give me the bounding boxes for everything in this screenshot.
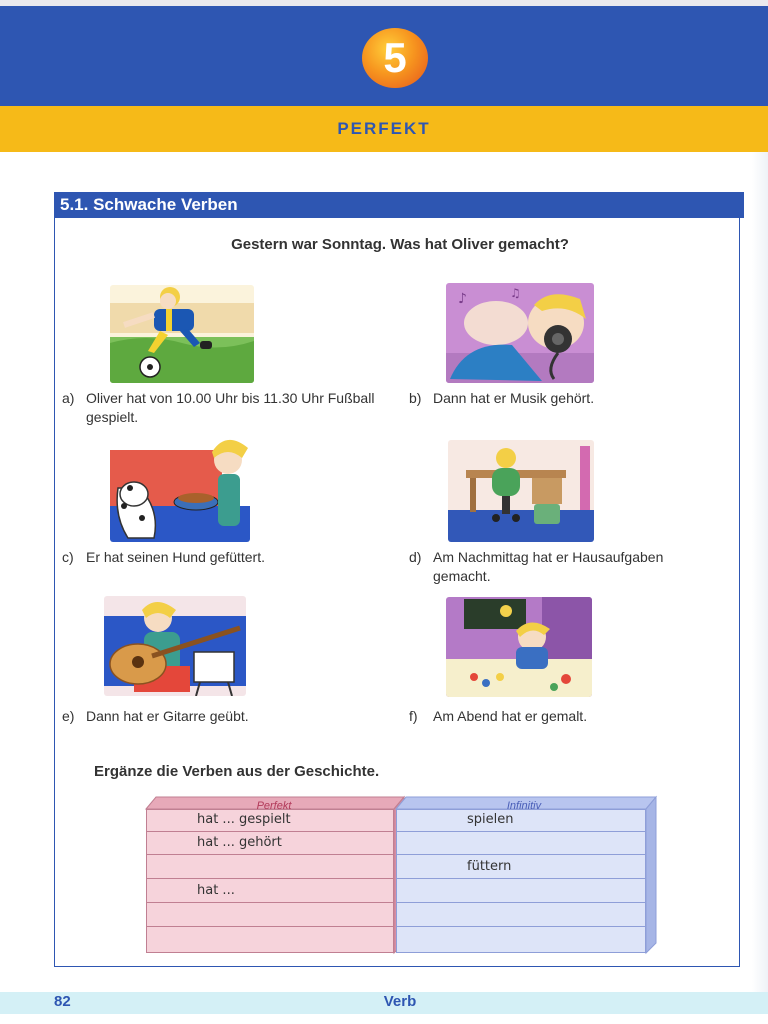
- item-f: [409, 707, 709, 727]
- homework-illustration: [448, 440, 594, 542]
- item-text: Dann hat er Gitarre geübt.: [86, 708, 249, 724]
- perfekt-row-5: [147, 905, 393, 927]
- chapter-number-badge: 5: [362, 28, 428, 88]
- dog-feeding-illustration: [110, 428, 250, 542]
- item-text: Am Abend hat er gemalt.: [433, 708, 588, 724]
- item-text: Er hat seinen Hund gefüttert.: [86, 549, 265, 565]
- infinitiv-row-6: [397, 929, 645, 951]
- section-header: [54, 192, 744, 218]
- painting-illustration: [446, 597, 592, 697]
- perfekt-cell: hat ... gespielt: [197, 812, 291, 827]
- perfekt-row-2: [147, 833, 393, 855]
- item-text: Am Nachmittag hat er Hausaufgaben gemacht.: [433, 549, 664, 584]
- item-letter: b): [409, 390, 422, 406]
- item-letter: a): [62, 390, 75, 406]
- item-c: [62, 548, 392, 568]
- music-illustration: [446, 283, 594, 383]
- exercise-instruction: Ergänze die Verben aus der Geschichte.: [94, 763, 380, 780]
- infinitiv-column: [396, 809, 646, 953]
- page-edge-shadow: [752, 152, 768, 992]
- item-letter: c): [62, 549, 74, 565]
- question-heading: Gestern war Sonntag. Was hat Oliver gemacht?: [231, 236, 569, 253]
- football-illustration: [110, 285, 254, 383]
- infinitiv-header: Infinitiv: [506, 800, 542, 812]
- item-a: [62, 389, 392, 429]
- section-title: 5.1. Schwache Verben: [60, 195, 238, 214]
- infinitiv-row-1: [397, 810, 645, 832]
- perfekt-row-1: [147, 810, 393, 832]
- infinitiv-row-2: [397, 833, 645, 855]
- footer-section: Verb: [383, 993, 417, 1010]
- infinitiv-row-4: [397, 881, 645, 903]
- svg-text:♪: ♪: [458, 291, 467, 307]
- chapter-title-bar: [0, 106, 768, 152]
- item-e: [62, 707, 392, 727]
- infinitiv-cell: füttern: [467, 859, 512, 874]
- item-text: Dann hat er Musik gehört.: [433, 390, 595, 406]
- page-number: 82: [54, 993, 71, 1010]
- infinitiv-cell: spielen: [467, 812, 514, 827]
- perfekt-column: [146, 809, 394, 953]
- chapter-title: PERFEKT: [337, 119, 431, 138]
- item-letter: f): [409, 708, 418, 724]
- perfekt-row-4: [147, 881, 393, 903]
- perfekt-row-6: [147, 929, 393, 951]
- infinitiv-row-3: [397, 857, 645, 879]
- svg-text:♫: ♫: [510, 286, 521, 300]
- item-letter: d): [409, 549, 422, 565]
- infinitiv-row-5: [397, 905, 645, 927]
- item-letter: e): [62, 708, 75, 724]
- perfekt-row-3: [147, 857, 393, 879]
- perfekt-cell: hat ...: [197, 883, 235, 898]
- perfekt-cell: hat ... gehört: [197, 835, 282, 850]
- item-b: [409, 389, 709, 409]
- item-d: [409, 548, 719, 588]
- guitar-illustration: [104, 596, 246, 696]
- perfekt-header: Perfekt: [256, 800, 292, 812]
- item-text: Oliver hat von 10.00 Uhr bis 11.30 Uhr Fußball gespielt.: [86, 390, 375, 425]
